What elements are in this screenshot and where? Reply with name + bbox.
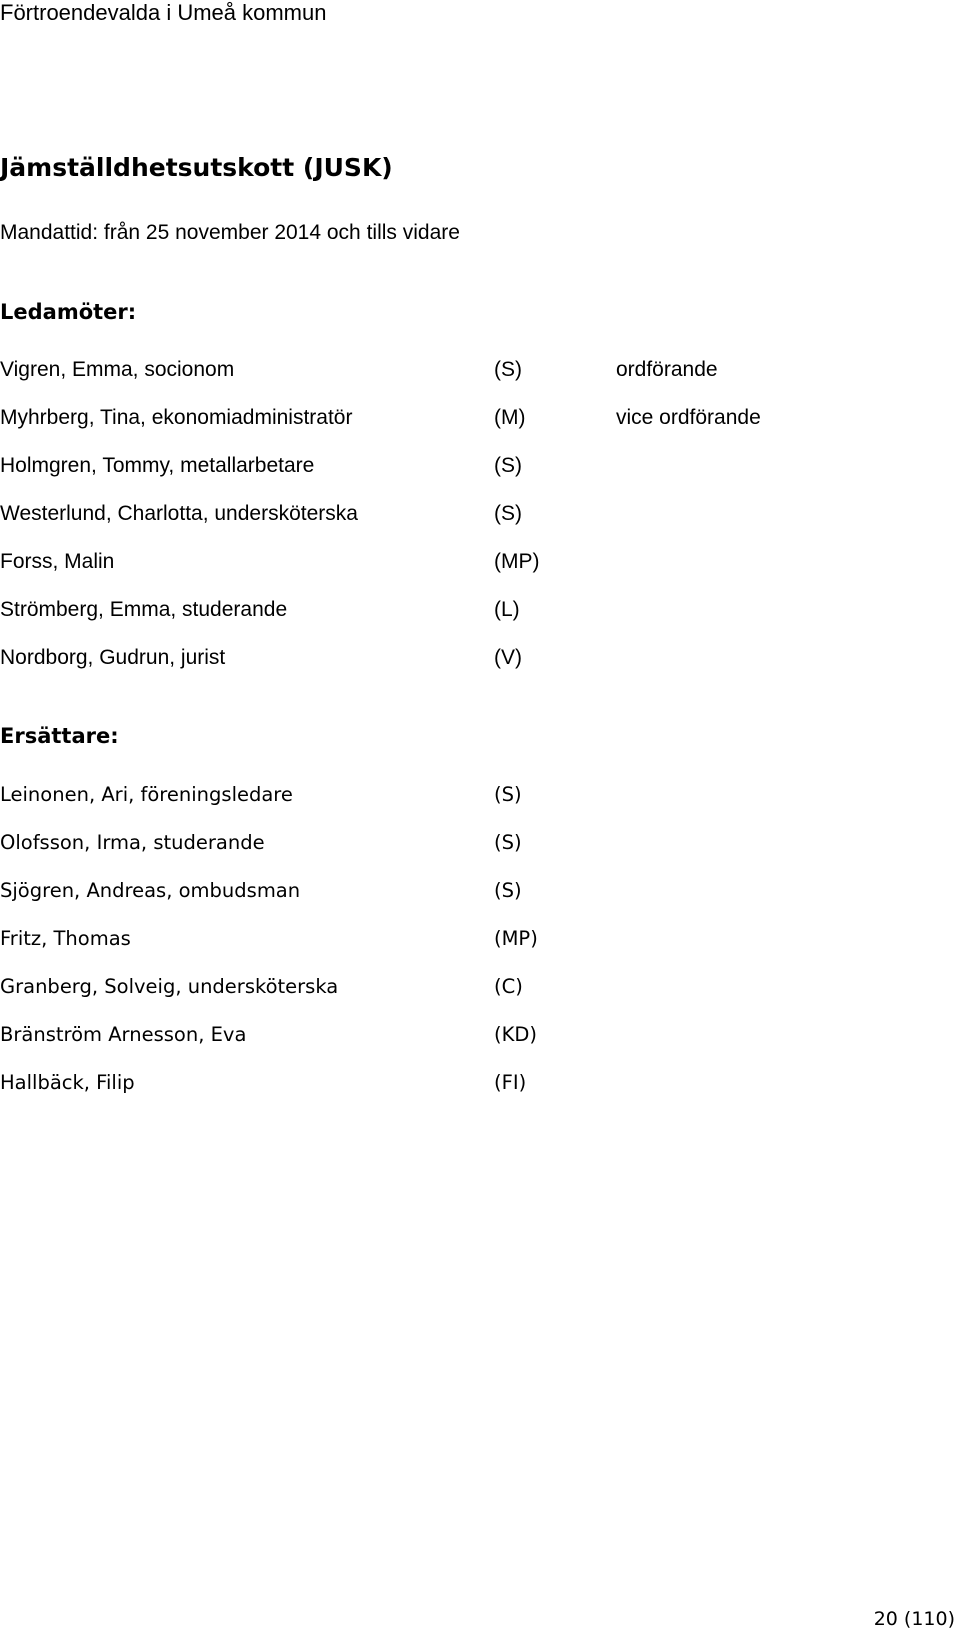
page-number: 20 (110) — [873, 1608, 955, 1630]
page-title: Jämställdhetsutskott (JUSK) — [0, 153, 393, 182]
member-party: (C) — [494, 975, 523, 998]
member-name: Granberg, Solveig, undersköterska — [0, 975, 339, 998]
member-party: (FI) — [494, 1071, 527, 1094]
list-item — [0, 453, 960, 501]
list-item — [0, 549, 960, 597]
member-party: (V) — [494, 646, 522, 669]
list-item — [0, 1070, 960, 1118]
member-name: Bränström Arnesson, Eva — [0, 1023, 247, 1046]
running-header: Förtroendevalda i Umeå kommun — [0, 0, 327, 25]
member-party: (S) — [494, 879, 522, 902]
member-name: Westerlund, Charlotta, undersköterska — [0, 502, 358, 525]
list-item — [0, 405, 960, 453]
member-name: Leinonen, Ari, föreningsledare — [0, 783, 293, 806]
member-party: (MP) — [494, 927, 538, 950]
list-item — [0, 645, 960, 693]
member-role: vice ordförande — [616, 406, 761, 429]
member-name: Forss, Malin — [0, 550, 115, 573]
member-name: Vigren, Emma, socionom — [0, 358, 235, 381]
member-name: Strömberg, Emma, studerande — [0, 598, 288, 621]
list-item — [0, 878, 960, 926]
list-item — [0, 357, 960, 405]
member-party: (MP) — [494, 550, 540, 573]
member-party: (L) — [494, 598, 520, 621]
member-name: Holmgren, Tommy, metallarbetare — [0, 454, 315, 477]
member-name: Myhrberg, Tina, ekonomiadministratör — [0, 406, 353, 429]
member-list-ledamoter — [0, 357, 960, 693]
member-name: Fritz, Thomas — [0, 927, 131, 950]
section-heading-ersattare: Ersättare: — [0, 724, 119, 748]
member-party: (S) — [494, 358, 522, 381]
term-of-office: Mandattid: från 25 november 2014 och tills vidare — [0, 221, 460, 244]
list-item — [0, 1022, 960, 1070]
list-item — [0, 974, 960, 1022]
member-party: (S) — [494, 831, 522, 854]
member-name: Nordborg, Gudrun, jurist — [0, 646, 226, 669]
member-party: (KD) — [494, 1023, 538, 1046]
list-item — [0, 501, 960, 549]
list-item — [0, 782, 960, 830]
list-item — [0, 926, 960, 974]
list-item — [0, 597, 960, 645]
member-name: Sjögren, Andreas, ombudsman — [0, 879, 301, 902]
member-list-ersattare — [0, 782, 960, 1118]
member-name: Hallbäck, Filip — [0, 1071, 135, 1094]
member-party: (M) — [494, 406, 526, 429]
member-name: Olofsson, Irma, studerande — [0, 831, 265, 854]
member-party: (S) — [494, 454, 522, 477]
member-party: (S) — [494, 783, 522, 806]
list-item — [0, 830, 960, 878]
section-heading-ledamoter: Ledamöter: — [0, 300, 137, 324]
member-role: ordförande — [616, 358, 718, 381]
member-party: (S) — [494, 502, 522, 525]
